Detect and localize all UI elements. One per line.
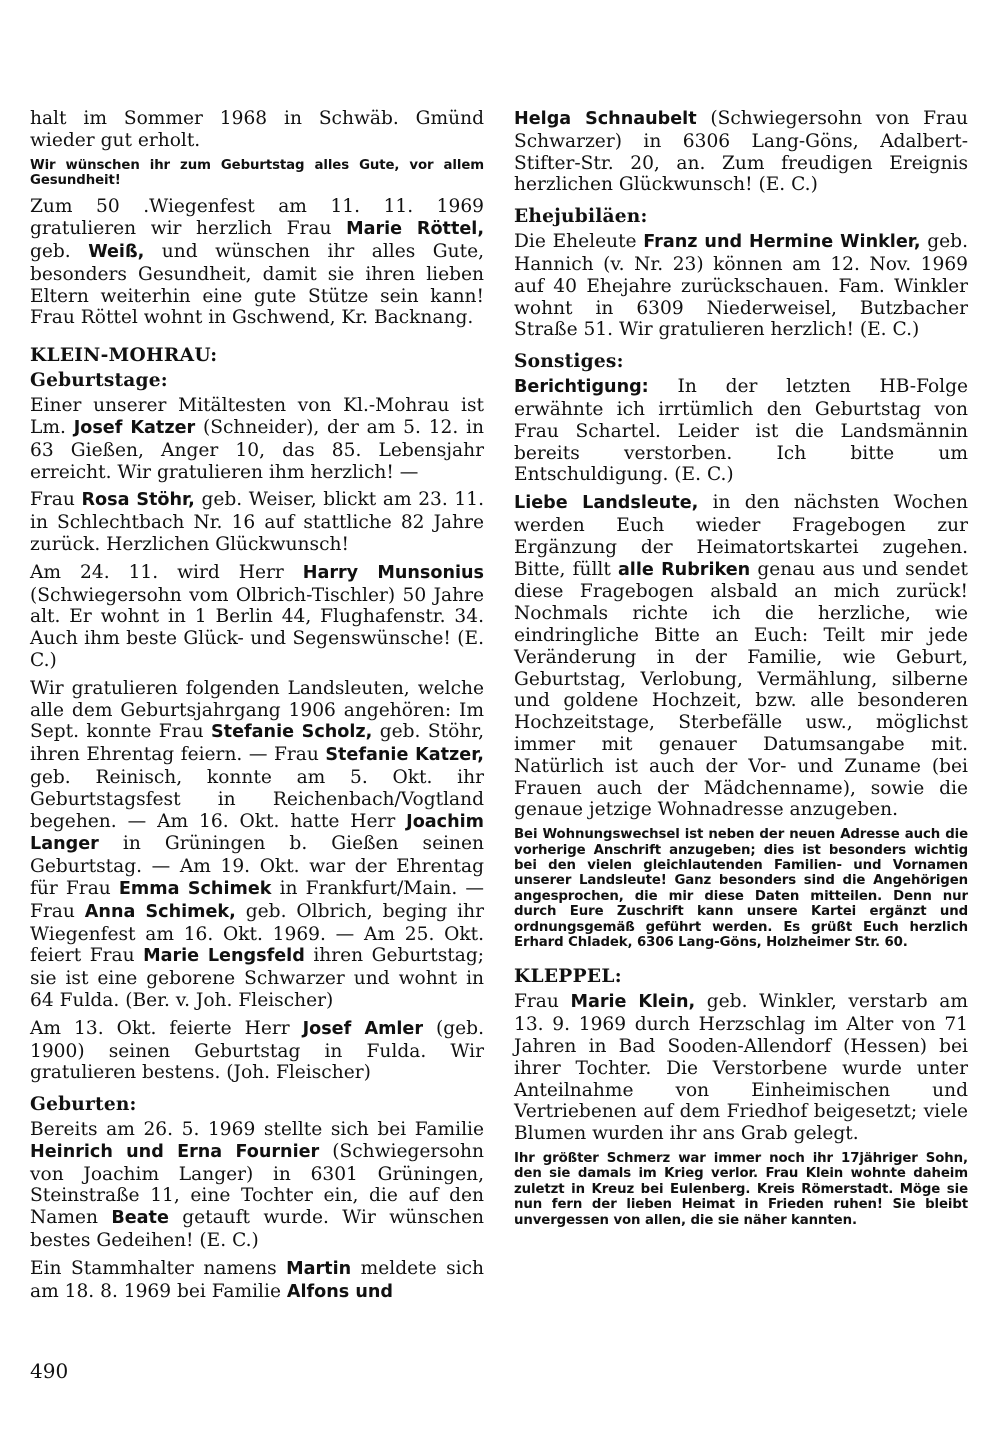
- paragraph-amler: Am 13. Okt. feierte Herr Josef Amler (geb. 1900) seinen Geburtstag in Fulda. Wir gratulieren bestens. (Joh. Fleischer): [30, 1017, 484, 1084]
- paragraph-klein: Frau Marie Klein, geb. Winkler, verstarb am 13. 9. 1969 durch Herzschlag im Alter von 71 Jahren in Bad Sooden-Allendorf (Hessen) bei ihrer Tochter. Die Verstorbene wurde unter Anteilnahme von Einheimischen und Vertriebenen auf dem Friedhof beigesetzt; viele Blumen wurden ihr ans Grab gelegt.: [514, 991, 969, 1145]
- subheading-sonstiges: Sonstiges:: [514, 351, 624, 373]
- paragraph-munsonius: Am 24. 11. wird Herr Harry Munsonius (Schwiegersohn vom Olbrich-Tischler) 50 Jahre alt. Er wohnt in 1 Berlin 44, Flughafenstr. 34. Auch ihm beste Glück- und Segenswünsche! (E. C.): [30, 561, 484, 671]
- paragraph-katzer: Einer unserer Mitältesten von Kl.-Mohrau ist Lm. Josef Katzer (Schneider), der am 5. 12. in 63 Gießen, Anger 10, das 85. Lebensjahr erreicht. Wir gratulieren ihm herzlich! —: [30, 395, 484, 483]
- paragraph-fournier: Bereits am 26. 5. 1969 stellte sich bei Familie Heinrich und Erna Fournier (Schwiegersohn von Joachim Langer) in 6301 Grüningen, Steinstraße 11, eine Tochter ein, die auf den Namen Beate getauft wurde. Wir wünschen bestes Gedeihen! (E. C.): [30, 1119, 484, 1252]
- section-heading-klein-mohrau: KLEIN-MOHRAU:: [30, 345, 218, 367]
- paragraph-schnaubelt: Helga Schnaubelt (Schwiegersohn von Frau Schwarzer) in 6306 Lang-Göns, Adalbert-Stifter-Str. 20, an. Zum freudigen Ereignis herzlichen Glückwunsch! (E. C.): [514, 108, 969, 196]
- paragraph-roettel: Zum 50 .Wiegenfest am 11. 11. 1969 gratulieren wir herzlich Frau Marie Röttel, geb. Weiß, und wünschen ihr alles Gute, besonders Gesundheit, damit sie ihren lieben Eltern weiterhin eine gute Stütze sein kann! Frau Röttel wohnt in Gschwend, Kr. Backnang.: [30, 196, 485, 329]
- paragraph-small: Wir wünschen ihr zum Geburtstag alles Gute, vor allem Gesundheit!: [30, 157, 484, 188]
- right-column: [514, 108, 968, 1236]
- page-number: 490: [30, 1359, 69, 1383]
- paragraph-jahrgang-1906: Wir gratulieren folgenden Landsleuten, welche alle dem Geburtsjahrgang 1906 angehören: Im Sept. konnte Frau Stefanie Scholz, geb. Stöhr, ihren Ehrentag feiern. — Frau Stefanie Katzer, geb. Reinisch, konnte am 5. Okt. ihr Geburtstagsfest in Reichenbach/Vogtland begehen. — Am 16. Okt. hatte Herr Joachim Langer in Grüningen b. Gießen seinen Geburtstag. — Am 19. Okt. war der Ehrentag für Frau Emma Schimek in Frankfurt/Main. — Frau Anna Schimek, geb. Olbrich, beging ihr Wiegenfest am 16. Okt. 1969. — Am 25. Okt. feiert Frau Marie Lengsfeld ihren Geburtstag; sie ist eine geborene Schwarzer und wohnt in 64 Fulda. (Ber. v. Joh. Fleischer): [30, 677, 484, 1011]
- paragraph-winkler: Die Eheleute Franz und Hermine Winkler, geb. Hannich (v. Nr. 23) können am 12. Nov. 1969 auf 40 Ehejahre zurückschauen. Fam. Winkler wohnt in 6309 Niederweisel, Butzbacher Straße 51. Wir gratulieren herzlich! (E. C.): [514, 231, 968, 341]
- paragraph: halt im Sommer 1968 in Schwäb. Gmünd wieder gut erholt.: [30, 108, 484, 151]
- subheading-geburtstage: Geburtstage:: [30, 370, 168, 392]
- paragraph-small-wohnungswechsel: Bei Wohnungswechsel ist neben der neuen Adresse auch die vorherige Anschrift anzugeben; dies ist besonders wichtig bei den vielen gleichlautenden Familien- und Vornamen unserer Landsleute! Ganz besonders sind die Angehörigen angesprochen, die mir diese Daten mitteilen. Denn nur durch Eure Zuschrift kann unsere Kartei ergänzt und ordnungsgemäß geführt werden. Es grüßt Euch herzlich Erhard Chladek, 6306 Lang-Göns, Holzheimer Str. 60.: [514, 827, 968, 950]
- subheading-geburten: Geburten:: [30, 1094, 137, 1116]
- left-column: [30, 108, 484, 1309]
- subheading-ehejubilaeen: Ehejubiläen:: [514, 206, 648, 228]
- paragraph-stoehr: Frau Rosa Stöhr, geb. Weiser, blickt am 23. 11. in Schlechtbach Nr. 16 auf stattliche 82 Jahre zurück. Herzlichen Glückwunsch!: [30, 489, 485, 555]
- section-heading-kleppel: KLEPPEL:: [514, 966, 622, 988]
- paragraph-small-schmerz: Ihr größter Schmerz war immer noch ihr 17jähriger Sohn, den sie damals im Krieg verlor. Frau Klein wohnte daheim zuletzt in Kreuz bei Eulenberg. Kreis Römerstadt. Möge sie nun fern der lieben Heimat in Frieden ruhen! Sie bleibt unvergessen von allen, die sie näher kannten.: [514, 1150, 968, 1228]
- paragraph-liebe-landsleute: Liebe Landsleute, in den nächsten Wochen werden Euch wieder Fragebogen zur Ergänzung der Heimatortskartei zugehen. Bitte, füllt alle Rubriken genau aus und sendet diese Fragebogen alsbald an mich zurück! Nochmals richte ich die herzliche, wie eindringliche Bitte an Euch: Teilt mir jede Veränderung in der Familie, wie Geburt, Geburtstag, Verlobung, Vermählung, silberne und goldene Hochzeit, bzw. alle besonderen Hochzeitstage, Sterbefälle usw., möglichst immer mit genauer Datumsangabe mit. Natürlich ist auch der Vor- und Zuname (bei Frauen auch der Mädchenname), sowie die genaue jetzige Wohnadresse anzugeben.: [514, 492, 968, 821]
- paragraph-berichtigung: Berichtigung: In der letzten HB-Folge erwähnte ich irrtümlich den Geburtstag von Frau Schartel. Leider ist die Landsmännin bereits verstorben. Ich bitte um Entschuldigung. (E. C.): [514, 376, 968, 486]
- paragraph-stammhalter: Ein Stammhalter namens Martin meldete sich am 18. 8. 1969 bei Familie Alfons und: [30, 1257, 484, 1302]
